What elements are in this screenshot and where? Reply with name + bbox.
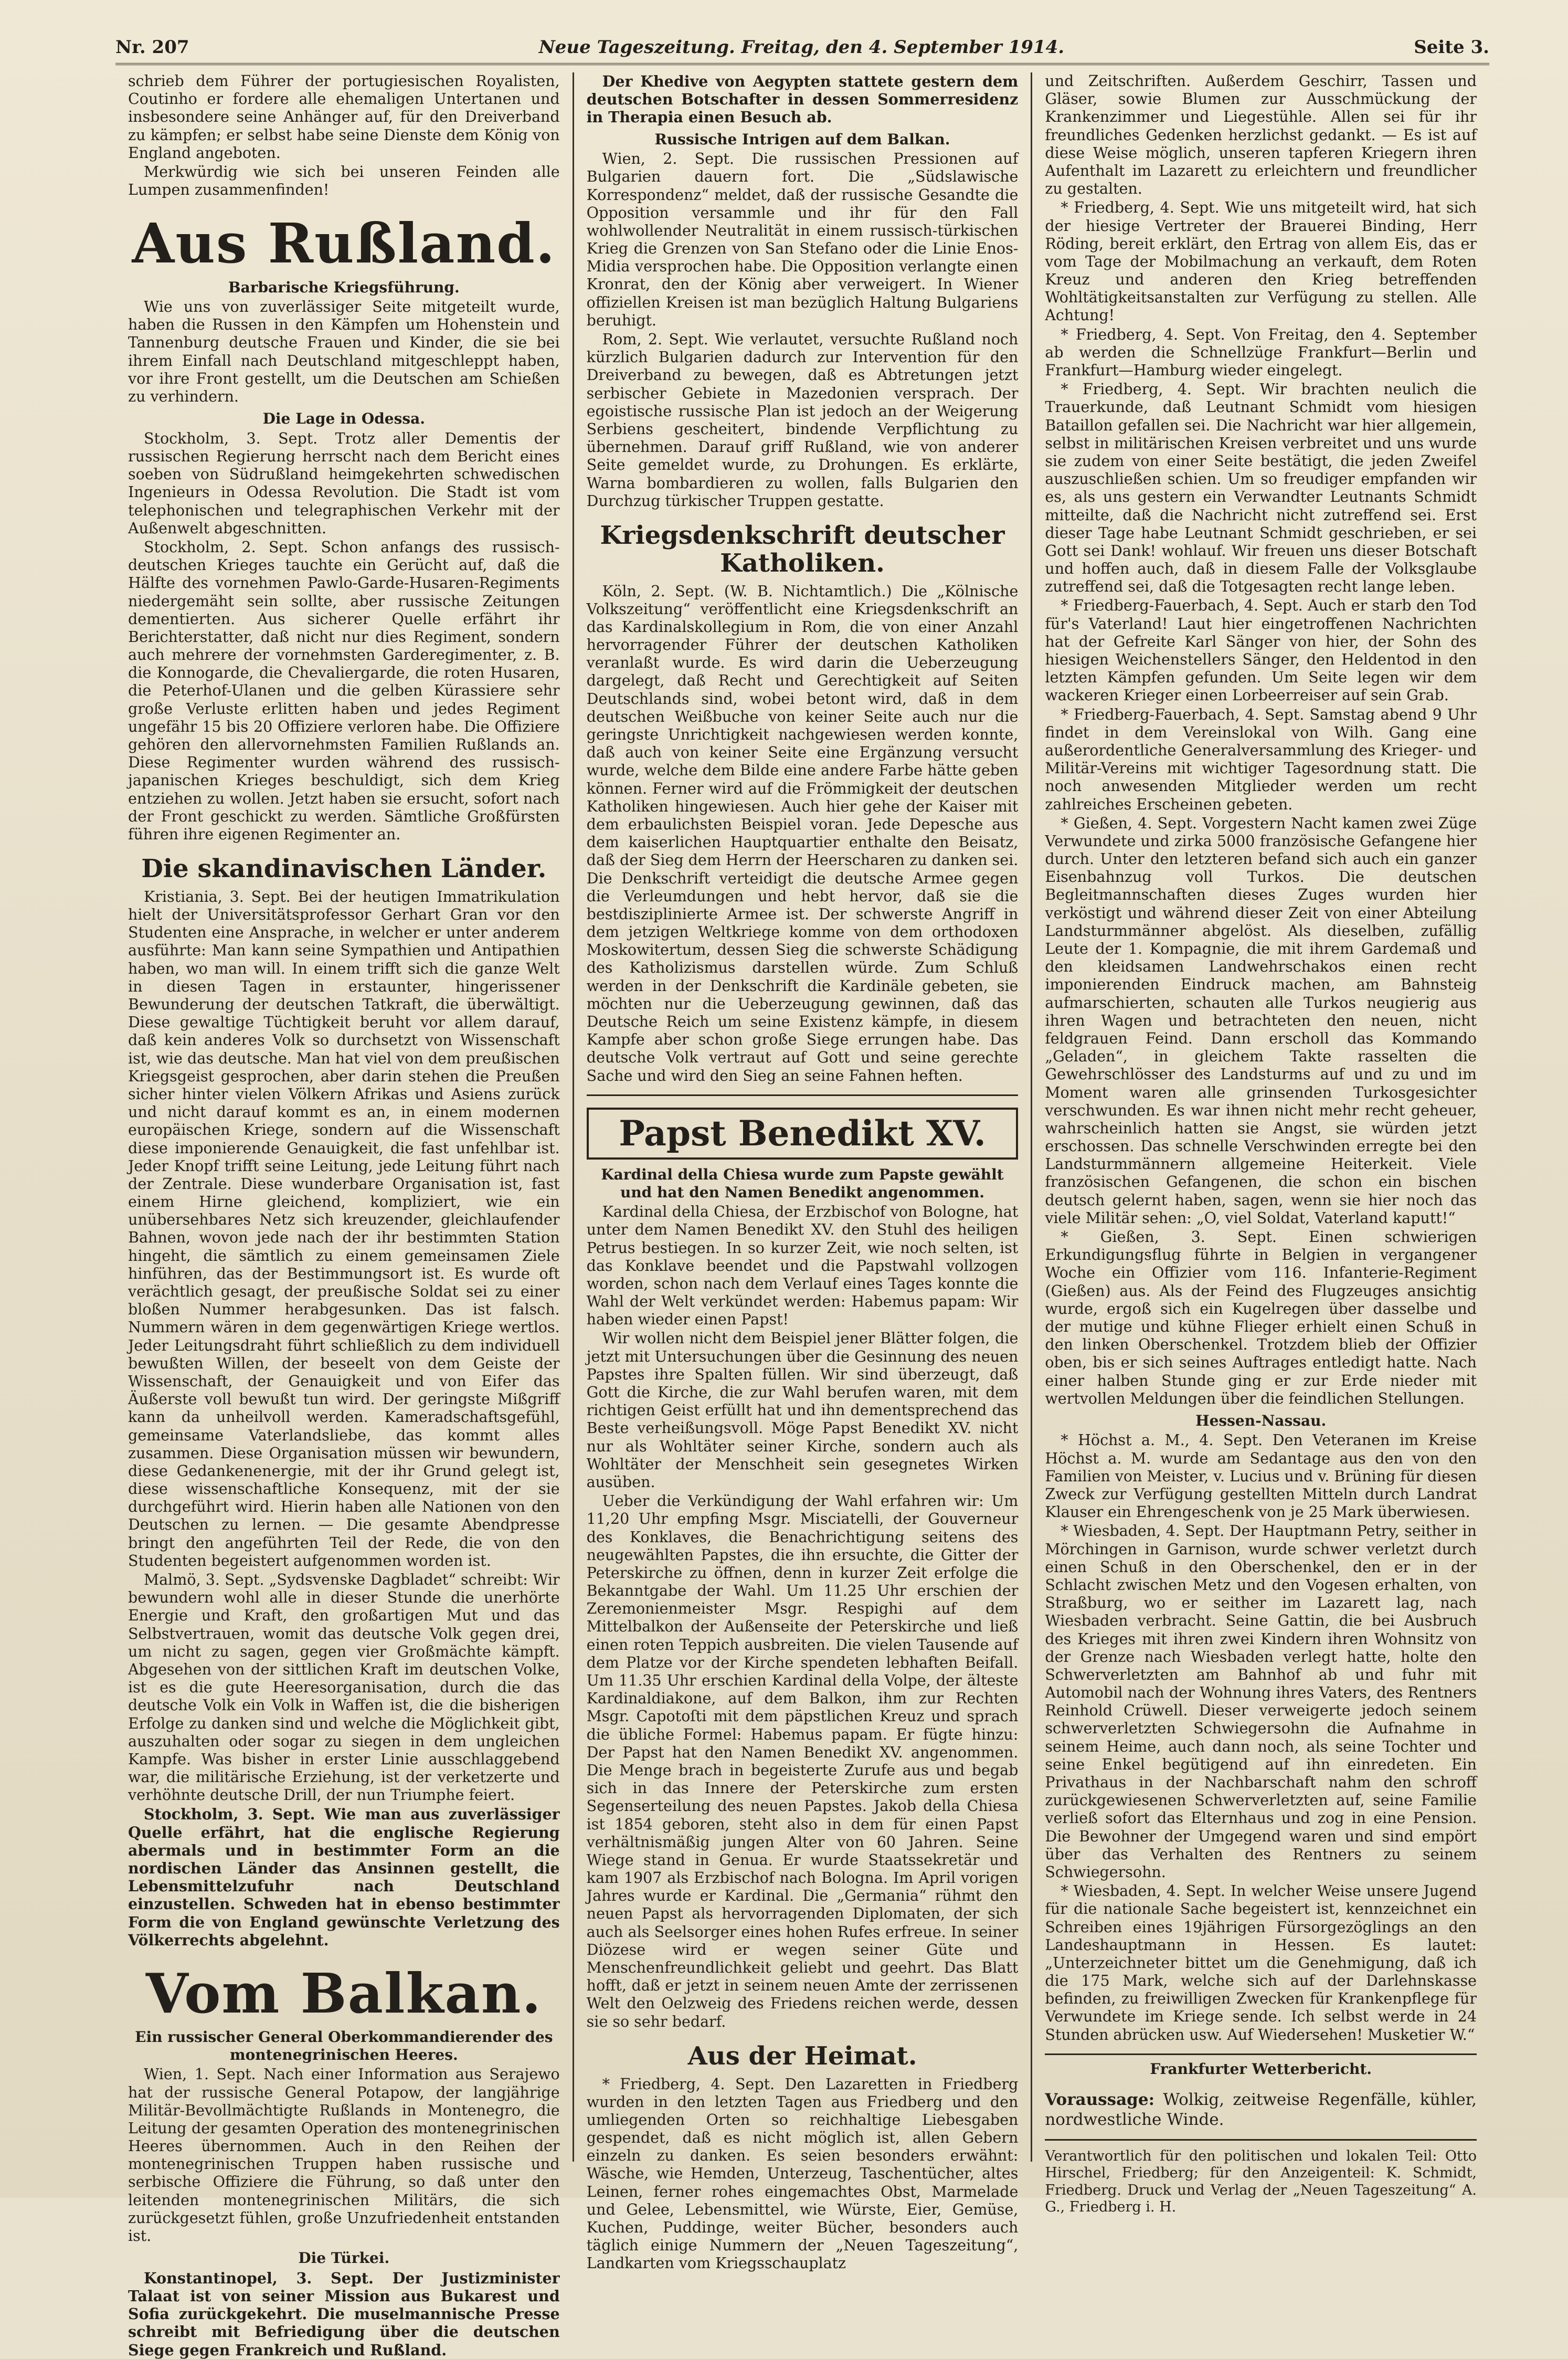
weather-forecast <box>1045 2090 1477 2129</box>
article-text: * Friedberg, 4. Sept. Von Freitag, den 4. September ab werden die Schnellzüge Frankfurt—Berlin und Frankfurt—Hamburg wieder eingelegt. <box>1045 325 1477 379</box>
forecast-label: Voraussage: <box>1045 2090 1155 2110</box>
column-2 <box>574 72 1033 2272</box>
article-text: Wir wollen nicht dem Beispiel jener Blätter folgen, die jetzt mit Untersuchungen über die Gesinnung des neuen Papstes ihre Spalten füllen. Wir sind überzeugt, daß Gott die Kirche, die zur Wahl berufen waren, mit dem richtigen Geist erfüllt hat und ihn dementsprechend das Beste verheißungsvoll. Möge Papst Benedikt XV. nicht nur als Wohltäter seiner Kirche, sondern auch als Wohltäter der Menschheit sein gesegnetes Wirken ausüben. <box>586 1330 1019 1491</box>
newspaper-title-date: Neue Tageszeitung. Freitag, den 4. September 1914. <box>538 37 1065 58</box>
masthead <box>115 37 1489 65</box>
article-text: schrieb dem Führer der portugiesischen Royalisten, Coutinho er fordere alle ehemaligen Untertanen und insbesondere seine Anhänger auf, für den Dreiverband zu kämpfen; er selbst habe seine Dienste dem König von England angeboten. <box>128 72 560 162</box>
section-heading-heimat: Aus der Heimat. <box>687 2041 917 2071</box>
forecast-text: Wolkig, zeitweise Regenfälle, kühler, nordwestliche Winde. <box>1045 2090 1477 2129</box>
imprint: Verantwortlich für den politischen und lokalen Teil: Otto Hirschel, Friedberg; für den Anzeigenteil: K. Schmidt, Friedberg. Druck und Verlag der „Neuen Tageszeitung“ A. G., Friedberg i. H. <box>1045 2147 1477 2215</box>
article-text: Merkwürdig wie sich bei unseren Feinden alle Lumpen zusammenfinden! <box>128 163 560 199</box>
article-text: Stockholm, 2. Sept. Schon anfangs des russisch-deutschen Krieges tauchte ein Gerücht auf, daß die Hälfte des vornehmen Pawlo-Garde-Husaren-Regiments niedergemäht sein sollte, aber russische Zeitungen dementierten. Aus sicherer Quelle erfährt ihr Berichterstatter, daß nicht nur dies Regiment, sondern auch mehrere der vornehmsten Garderegimenter, z. B. die Konnogarde, die Chevaliergarde, die roten Husaren, die Peterhof-Ulanen und die gelben Kürassiere sehr große Verluste erlitten haben und jedes Regiment ungefähr 15 bis 20 Offiziere verloren habe. Die Offiziere gehören den allervornehmsten Familien Rußlands an. Diese Regimenter wurden während des russisch-japanischen Krieges beschuldigt, sich dem Krieg entziehen zu wollen. Jetzt haben sie ersucht, sofort nach der Front geschickt zu werden. Sämtliche Großfürsten führen ihre eigenen Regimenter an. <box>128 538 560 843</box>
divider <box>1045 2139 1477 2141</box>
article-text: * Wiesbaden, 4. Sept. In welcher Weise unsere Jugend für die nationale Sache begeistert ist, kennzeichnet ein Schreiben eines 19jährigen Fürsorgezöglings an den Landeshauptmann in Hessen. Es lautet: „Unterzeichneter bittet um die Genehmigung, daß ich die 175 Mark, welche sich auf der Darlehnskasse befinden, zu freiwilligen Zwecken für Krankenpflege für Verwundete im Kriege sende. Ich selbst werde in 24 Stunden abrücken usw. Auf Wiedersehen! Musketier W.“ <box>1045 1882 1477 2044</box>
article-text: Malmö, 3. Sept. „Sydsvenske Dagbladet“ schreibt: Wir bewundern wohl alle in dieser Stunde die unerhörte Energie und Kraft, den großartigen Mut und das Selbstvertrauen, womit das deutsche Volk gegen drei, um nicht zu sagen, gegen vier Großmächte kämpft. Abgesehen von der sittlichen Kraft im deutschen Volke, ist es die gute Heeresorganisation, durch die das deutsche Volk ein Volk in Waffen ist, die die bisherigen Erfolge zu danken sind und welche die Möglichkeit gibt, auszuhalten oder sogar zu siegen in dem ungleichen Kampfe. Was bisher in erster Linie ausschlaggebend war, die militärische Erziehung, ist der verketzerte und verhöhnte deutsche Drill, der nun Triumphe feiert. <box>128 1571 560 1804</box>
article-text: * Höchst a. M., 4. Sept. Den Veteranen im Kreise Höchst a. M. wurde am Sedantage aus den von den Familien von Meister, v. Lucius und v. Brüning für diesen Zweck zur Verfügung gestellten Mitteln durch Landrat Klauser ein Ehrengeschenk von je 25 Mark überwiesen. <box>1045 1431 1477 1521</box>
subheading: Ein russischer General Oberkommandierender des montenegrinischen Heeres. <box>135 2028 553 2063</box>
subheading: Die Türkei. <box>298 2249 390 2267</box>
article-text: Kardinal della Chiesa, der Erzbischof von Bologne, hat unter dem Namen Benedikt XV. den Stuhl des heiligen Petrus bestiegen. In so kurzer Zeit, wie noch selten, ist das Konklave beendet und die Papstwahl vollzogen worden, schon nach dem Verlauf eines Tages konnte die Wahl der Welt verkündet werden: Habemus papam: Wir haben wieder einen Papst! <box>586 1203 1019 1329</box>
article-text: * Friedberg, 4. Sept. Den Lazaretten in Friedberg wurden in den letzten Tagen aus Friedberg und den umliegenden Orten so reichhaltige Liebesgaben gespendet, daß es nicht möglich ist, allen Gebern einzeln zu danken. Es seien besonders erwähnt: Wäsche, wie Hemden, Unterzeug, Taschentücher, altes Leinen, ferner rohes eingemachtes Obst, Marmelade und Gelee, Lebensmittel, wie Würste, Eier, Gemüse, Kuchen, Puddinge, weiter Bücher, besonders auch täglich einige Nummern der „Neuen Tageszeitung“, Landkarten vom Kriegsschauplatz <box>586 2075 1019 2272</box>
section-heading-kriegsdenkschrift: Kriegsdenkschrift deutscher Katholiken. <box>600 520 1005 578</box>
article-text: Wie uns von zuverlässiger Seite mitgeteilt wurde, haben die Russen in den Kämpfen um Hohenstein und Tannenburg deutsche Frauen und Kinder, die sie bei ihrem Einfall nach Deutschland mitgeschleppt haben, vor ihre Front gestellt, um die Deutschen am Schießen zu verhindern. <box>128 298 560 406</box>
section-heading-skandinavien: Die skandinavischen Länder. <box>141 854 547 884</box>
issue-number: Nr. 207 <box>115 37 189 58</box>
article-text: Konstantinopel, 3. Sept. Der Justizminister Talaat ist von seiner Mission aus Bukarest und Sofia zurückgekehrt. Die muselmannische Presse schreibt mit Befriedigung über die deutschen Siege gegen Frankreich und Rußland. <box>128 2269 560 2359</box>
article-text: Wien, 1. Sept. Nach einer Information aus Serajewo hat der russische General Potapow, der langjährige Militär-Bevollmächtigte Rußlands in Montenegro, die Leitung der gesamten Operation des montenegrinischen Heeres übernommen. Auch in den Reihen der montenegrinischen Truppen haben russische und serbische Offiziere die Führung, so daß unter den leitenden montenegrinischen Militärs, die sich zurückgesetzt fühlen, große Unzufriedenheit entstanden ist. <box>128 2066 560 2245</box>
subheading: Russische Intrigen auf dem Balkan. <box>654 130 950 148</box>
section-heading-papst: Papst Benedikt XV. <box>587 1108 1019 1160</box>
article-text: * Gießen, 3. Sept. Einen schwierigen Erkundigungsflug führte in Belgien in vergangener Woche ein Offizier vom 116. Infanterie-Regiment (Gießen) aus. Als der Feind des Flugzeuges ansichtig wurde, ergoß sich ein Kugelregen über dasselbe und der mutige und kühne Flieger erhielt einen Schuß in den linken Oberschenkel. Trotzdem blieb der Offizier oben, bis er sich seines Auftrages entledigt hatte. Nach einer halben Stunde ging er zur Erde nieder mit wertvollen Meldungen über die feindlichen Stellungen. <box>1045 1228 1477 1407</box>
divider <box>587 1094 1019 1096</box>
article-text: * Friedberg-Fauerbach, 4. Sept. Samstag abend 9 Uhr findet in dem Vereinslokal von Wilh. Gang eine außerordentliche Generalversammlung des Krieger- und Militär-Vereins mit wichtiger Tagesordnung statt. Die noch anwesenden Mitglieder werden um recht zahlreiches Erscheinen gebeten. <box>1045 705 1477 813</box>
article-text: * Wiesbaden, 4. Sept. Der Hauptmann Petry, seither in Mörchingen in Garnison, wurde schwer verletzt durch einen Schuß in den Oberschenkel, den er in der Schlacht zwischen Metz und den Vogesen erhalten, von Straßburg, wo er seither im Lazarett lag, nach Wiesbaden verbracht. Seine Gattin, die bei Ausbruch des Krieges mit ihren zwei Kindern ihren Wohnsitz von der Grenze nach Wiesbaden verlegt hatte, holte den Schwerverletzten am Bahnhof ab und fuhr mit Automobil nach der Wohnung ihres Vaters, des Rentners Reinhold Crüwell. Dieser verweigerte jedoch seinem schwerverletzten Schwiegersohn die Aufnahme in seinem Heime, auch dann noch, als seine Tochter und seine Enkel begütigend auf ihn einredeten. Ein Privathaus in der Nachbarschaft nahm den schroff zurückgewiesenen Schwerverletzten auf, seine Familie verließ sofort das Elternhaus und zog in eine Pension. Die Bewohner der Umgegend waren und sind empört über das Verhalten des Rentners zu seinem Schwiegersohn. <box>1045 1522 1477 1881</box>
article-text: Der Khedive von Aegypten stattete gestern dem deutschen Botschafter in dessen Sommerresidenz in Therapia einen Besuch ab. <box>586 72 1019 127</box>
subheading: Die Lage in Odessa. <box>262 410 426 428</box>
article-text: Kristiania, 3. Sept. Bei der heutigen Immatrikulation hielt der Universitätsprofessor Gerhart Gran vor den Studenten eine Ansprache, in welcher er unter anderem ausführte: Man kann seine Sympathien und Antipathien haben, wo man will. In einem trifft sich die ganze Welt in diesen Tagen in erstaunter, hingerissener Bewunderung der deutschen Tatkraft, die überwältigt. Diese gewaltige Tüchtigkeit beruht vor allem darauf, daß kein anderes Volk so durchsetzt von Wissenschaft ist, wie das deutsche. Man hat viel von dem preußischen Kriegsgeist gesprochen, aber darin stehen die Preußen sicher hinter vielen Völkern Afrikas und Asiens zurück und nicht darauf kommt es an, in einem modernen europäischen Kriege, sondern auf die Wissenschaft diese imponierende Genauigkeit, die fast unfehlbar ist. Jeder Knopf trifft seine Leitung, jede Leitung führt nach der Zentrale. Diese wunderbare Organisation ist, fast einem Hirne gleichend, kompliziert, wie ein unübersehbares Netz sich kreuzender, gleichlaufender Bahnen, wovon jede nach der ihr bestimmten Station hingeht, die sämtlich zu einem gemeinsamen Ziele hinführen, das der Bestimmungsort ist. Es wurde oft verächtlich gesagt, der preußische Soldat sei zu einer bloßen Nummer herabgesunken. Das ist falsch. Nummern wären in dem gegenwärtigen Kriege wertlos. Jeder Leitungsdraht führt schließlich zu dem individuell bewußten Willen, der beseelt von dem Geiste der Wissenschaft, der Genauigkeit und von Eifer das Äußerste voll bewußt tun wird. Der geringste Mißgriff kann da unheilvoll werden. Kameradschaftsgefühl, gemeinsame Vaterlandsliebe, das kommt alles zusammen. Diese Organisation müssen wir bewundern, diese Gedankenenergie, mit der ihr Grund gelegt ist, diese wissenschaftliche Konsequenz, mit der sie durchgeführt wird. Hierin haben alle Nationen von den Deutschen zu lernen. — Die gesamte Abendpresse bringt den angeführten Teil der Rede, die von den Studenten begeistert aufgenommen worden ist. <box>128 888 560 1570</box>
article-text: Stockholm, 3. Sept. Wie man aus zuverlässiger Quelle erfährt, hat die englische Regierung abermals und in bestimmter Form an die nordischen Länder das Ansinnen gestellt, die Lebensmittelzufuhr nach Deutschland einzustellen. Schweden hat in ebenso bestimmter Form die von England gewünschte Verletzung des Völkerrechts abgelehnt. <box>128 1805 560 1949</box>
article-text: * Friedberg-Fauerbach, 4. Sept. Auch er starb den Tod für's Vaterland! Laut hier eingetroffenen Nachrichten hat der Gefreite Karl Sänger von hier, der Sohn des hiesigen Weichenstellers Sänger, den Heldentod in den letzten Kämpfen gefunden. Um Seite legen wir dem wackeren Krieger einen Lorbeerreiser auf sein Grab. <box>1045 597 1477 704</box>
section-heading-balkan: Vom Balkan. <box>145 1961 542 2026</box>
article-text: * Friedberg, 4. Sept. Wir brachten neulich die Trauerkunde, daß Leutnant Schmidt vom hiesigen Bataillon gefallen sei. Die Nachricht war hier allgemein, selbst in militärischen Kreisen verbreitet und uns wurde sie zudem von einer Seite bestätigt, die jeden Zweifel auszuschließen schien. Um so freudiger empfanden wir es, als uns gestern ein Verwandter Leutnants Schmidt mitteilte, daß die Nachricht nicht zutreffend sei. Erst dieser Tage habe Leutnant Schmidt geschrieben, er sei Gott sei Dank! wohlauf. Wir freuen uns dieser Botschaft und hoffen auch, daß in diesem Falle der Volksglaube zutreffend sei, daß die Totgesagten recht lange leben. <box>1045 381 1477 596</box>
page-number: Seite 3. <box>1414 37 1489 58</box>
article-text: Ueber die Verkündigung der Wahl erfahren wir: Um 11,20 Uhr empfing Msgr. Misciatelli, der Gouverneur des Konklaves, die Benachrichtigung seitens des neugewählten Papstes, die ihn ersuchte, die Gitter der Peterskirche zu öffnen, denn in kurzer Zeit erfolge die Bekanntgabe der Wahl. Um 11.25 Uhr erschien der Zeremonienmeister Msgr. Respighi auf dem Mittelbalkon der Außenseite der Peterskirche und ließ einen roten Teppich ausbreiten. Die vielen Tausende auf dem Platze vor der Kirche spendeten lebhaften Beifall. Um 11.35 Uhr erschien Kardinal della Volpe, der älteste Kardinaldiakone, auf dem Balkon, ihm zur Rechten Msgr. Capotoſti mit dem päpstlichen Kreuz und sprach die übliche Formel: Habemus papam. Er fügte hinzu: Der Papst hat den Namen Benedikt XV. angenommen. Die Menge brach in begeisterte Zurufe aus und begab sich in das Innere der Peterskirche zum ersten Segenserteilung des neuen Papstes. Jakob della Chiesa ist 1854 geboren, steht also in dem für einen Papst verhältnismäßig jungen Alter von 60 Jahren. Seine Wiege stand in Genua. Er wurde Staatssekretär und kam 1907 als Erzbischof nach Bologna. Im April vorigen Jahres wurde er Kardinal. Die „Germania“ rühmt den neuen Papst als hervorragenden Diplomaten, der sich auch als Seelsorger eines hohen Rufes erfreue. In seiner Diözese wird er wegen seiner Güte und Menschenfreundlichkeit geliebt und geehrt. Das Blatt hofft, daß er jetzt in seinem neuen Amte der zerrissenen Welt den Oelzweig des Friedens reichen werde, dessen sie so sehr bedarf. <box>586 1492 1019 2030</box>
column-1 <box>115 72 574 2359</box>
article-text: Wien, 2. Sept. Die russischen Pressionen auf Bulgarien dauern fort. Die „Südslawische Korrespondenz“ meldet, daß der russische Gesandte die Opposition versammle und ihr für den Fall wohlwollender Neutralität in einem russisch-türkischen Krieg die Grenzen von San Stefano oder die Linie Enos-Midia versprochen habe. Die Opposition verlangte einen Kronrat, den der König aber verweigert. In Wiener offiziellen Kreisen ist man bezüglich Haltung Bulgariens beruhigt. <box>586 150 1019 329</box>
article-text: * Gießen, 4. Sept. Vorgestern Nacht kamen zwei Züge Verwundete und zirka 5000 französische Gefangene hier durch. Unter den letzteren befand sich auch ein ganzer Eisenbahnzug voll Turkos. Die deutschen Begleitmannschaften dieses Zuges wurden hier verköstigt und während dieser Zeit von einer Abteilung Landsturmmänner abgelöst. Als dieselben, zufällig Leute der 1. Kompagnie, die mit ihrem Gardemaß und den kleidsamen Landwehrschakos einen recht imponierenden Eindruck machen, am Bahnsteig aufmarschierten, schauten alle Turkos neugierig aus ihren Wagen und betrachteten den neuen, nicht feldgrauen Feind. Dann erscholl das Kommando „Geladen“, in gleichem Takte rasselten die Gewehrschlösser des Landsturms auf und zu und im Moment waren alle grinsenden Turkosgesichter verschwunden. Es war ihnen nicht mehr recht geheuer, wahrscheinlich hatten sie Angst, sie würden jetzt erschossen. Das schnelle Verschwinden erregte bei den Landsturmmännern allgemeine Heiterkeit. Viele französischen Gefangenen, die schon ein bischen deutsch gelernt haben, sagen, wenn sie hier noch das viele Militär sehen: „O, viel Soldat, Vaterland kaputt!“ <box>1045 814 1477 1227</box>
weather-report-title: Frankfurter Wetterbericht. <box>1150 2060 1372 2078</box>
section-heading-russland: Aus Rußland. <box>132 211 556 276</box>
article-text: und Zeitschriften. Außerdem Geschirr, Tassen und Gläser, sowie Blumen zur Ausschmückung der Krankenzimmer und Liegestühle. Allen sei für ihr freundliches Gedenken herzlichst gedankt. — Es ist auf diese Weise möglich, unseren tapferen Kriegern ihren Aufenthalt im Lazarett zu erleichtern und freundlicher zu gestalten. <box>1045 72 1477 198</box>
divider <box>1045 2053 1477 2055</box>
article-text: * Friedberg, 4. Sept. Wie uns mitgeteilt wird, hat sich der hiesige Vertreter der Brauerei Binding, Herr Röding, bereit erklärt, den Ertrag von allem Eis, das er vom Tage der Mobilmachung an verkauft, dem Roten Kreuz und anderen den Krieg betreffenden Wohltätigkeitsanstalten zur Verfügung zu stellen. Alle Achtung! <box>1045 199 1477 324</box>
subheading: Hessen-Nassau. <box>1195 1412 1327 1429</box>
article-text: Rom, 2. Sept. Wie verlautet, versuchte Rußland noch kürzlich Bulgarien dadurch zur Intervention für den Dreiverband zu bewegen, daß es Abtretungen jetzt serbischer Gebiete in Mazedonien versprach. Der egoistische russische Plan ist jedoch an der Weigerung Serbiens gescheitert, bindende Verpflichtung zu übernehmen. Darauf griff Rußland, wie von anderer Seite gemeldet wurde, zu Drohungen. Es erklärte, Warna bombardieren zu wollen, falls Bulgarien den Durchzug türkischer Truppen gestatte. <box>586 331 1019 510</box>
columns <box>115 72 1489 2359</box>
article-text: Stockholm, 3. Sept. Trotz aller Dementis der russischen Regierung herrscht nach dem Bericht eines soeben von Südrußland heimgekehrten schwedischen Ingenieurs in Odessa Revolution. Die Stadt ist vom telephonischen und telegraphischen Verkehr mit der Außenwelt abgeschnitten. <box>128 429 560 537</box>
column-3 <box>1032 72 1489 2215</box>
article-text: Köln, 2. Sept. (W. B. Nichtamtlich.) Die „Kölnische Volkszeitung“ veröffentlicht eine Kriegsdenkschrift an das Kardinalskollegium in Rom, die von einer Anzahl hervorragender Führer der deutschen Katholiken veranlaßt wurde. Es wird darin die Ueberzeugung dargelegt, daß Recht und Gerechtigkeit auf Seiten Deutschlands sind, wobei betont wird, daß in dem deutschen Weißbuche von keiner Seite auch nur die geringste Unrichtigkeit nachgewiesen werden konnte, daß auch von keiner Seite eine Ergänzung versucht wurde, welche dem Bilde eine andere Farbe hätte geben können. Ferner wird auf die Frömmigkeit der deutschen Katholiken hingewiesen. Auch hier gehe der Kaiser mit dem erbaulichsten Beispiel voran. Jede Depesche aus dem kaiserlichen Hauptquartier enthalte den Beisatz, daß der Sieg dem Herrn der Heerscharen zu danken sei. Die Denkschrift verteidigt die deutsche Armee gegen die Verleumdungen und hebt hervor, daß sie die bestdisziplinierte Armee ist. Der schwerste Angriff in dem jetzigen Weltkriege komme von dem orthodoxen Moskowitertum, dessen Sieg die schwerste Schädigung des Katholizismus darstellen würde. Zum Schluß werden in der Denkschrift die Kardinäle gebeten, sie möchten nur die Ueberzeugung gewinnen, daß das Deutsche Reich um seine Existenz kämpfe, in diesem Kampfe aber schon große Siege errungen habe. Das deutsche Volk vertraut auf Gott und seine gerechte Sache und wird den Sieg an seine Fahnen heften. <box>586 582 1019 1084</box>
subheading: Barbarische Kriegsführung. <box>228 278 460 296</box>
subheading: Kardinal della Chiesa wurde zum Papste gewählt und hat den Namen Benedikt angenommen. <box>601 1165 1004 1201</box>
